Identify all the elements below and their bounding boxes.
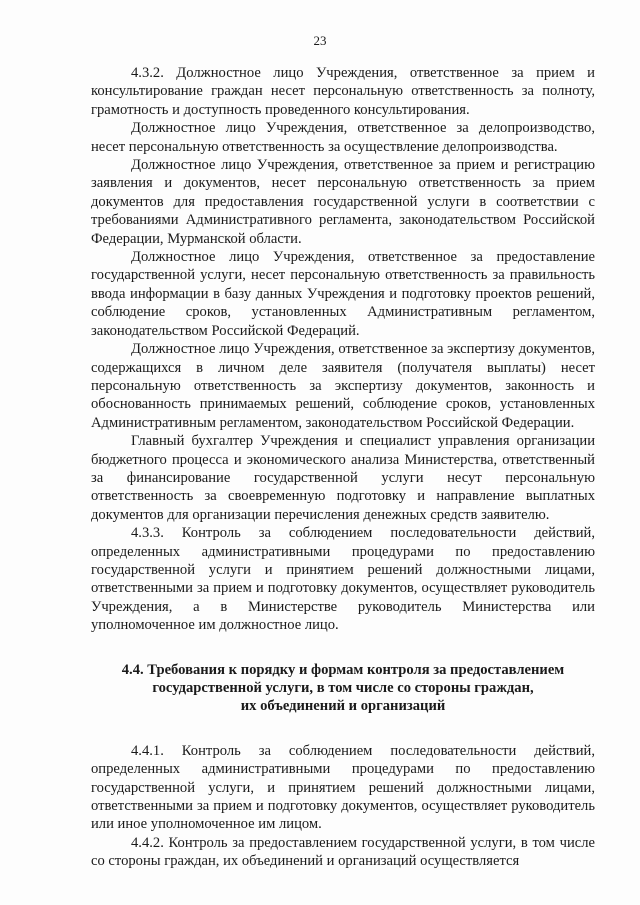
section-heading-line: 4.4. Требования к порядку и формам контроля за предоставлением <box>121 661 565 678</box>
section-heading-line: их объединений и организаций <box>240 698 446 715</box>
paragraph: Должностное лицо Учреждения, ответственное за экспертизу документов, содержащихся в личном деле заявителя (получателя выплаты) несет персональную ответственность за экспертизу документов, законность и обоснованность принимаемых решений, соблюдение сроков, установленных Административным регламентом, законодательством Российской Федерации. <box>91 341 595 431</box>
paragraph: Должностное лицо Учреждения, ответственное за прием и регистрацию заявления и документов, несет персональную ответственность за прием документов для предоставления государственной услуги в соответствии с требованиями Административного регламента, законодательством Российской Федерации, Мурманской области. <box>91 157 595 247</box>
document-body <box>91 64 595 871</box>
paragraph: 4.3.2. Должностное лицо Учреждения, ответственное за прием и консультирование граждан несет персональную ответственность за полноту, грамотность и доступность проведенного консультирования. <box>91 65 595 118</box>
paragraph: 4.3.3. Контроль за соблюдением последовательности действий, определенных административными процедурами по предоставлению государственной услуги и принятием решений должностными лицами, ответственными за прием и подготовку документов, осуществляет руководитель Учреждения, а в Министерстве руководитель Министерства или уполномоченное им должностное лицо. <box>91 525 595 634</box>
section-heading-line: государственной услуги, в том числе со стороны граждан, <box>152 680 534 696</box>
paragraph: Должностное лицо Учреждения, ответственное за предоставление государственной услуги, несет персональную ответственность за правильность ввода информации в базу данных Учреждения и подготовку проектов решений, соблюдение сроков, установленных Административным регламентом, законодательством Российской Федераций. <box>91 249 595 339</box>
paragraph: Должностное лицо Учреждения, ответственное за делопроизводство, несет персональную ответственность за осуществление делопроизводства. <box>91 120 595 155</box>
paragraph: 4.4.2. Контроль за предоставлением государственной услуги, в том числе со стороны граждан, их объединений и организаций осуществляется <box>91 834 595 870</box>
paragraph: 4.4.1. Контроль за соблюдением последовательности действий, определенных административными процедурами по предоставлению государственной услуги, и принятием решений должностными лицами, ответственными за прием и подготовку документов, осуществляет руководитель или иное уполномоченное им лицом. <box>91 742 595 833</box>
paragraph: Главный бухгалтер Учреждения и специалист управления организации бюджетного процесса и экономического анализа Министерства, ответственный за финансирование государственной услуги несут персональную ответственность за своевременную подготовку и направление выплатных документов для организации перечисления денежных средств заявителю. <box>91 433 595 523</box>
section-heading <box>91 661 595 716</box>
page-number: 23 <box>313 33 327 48</box>
